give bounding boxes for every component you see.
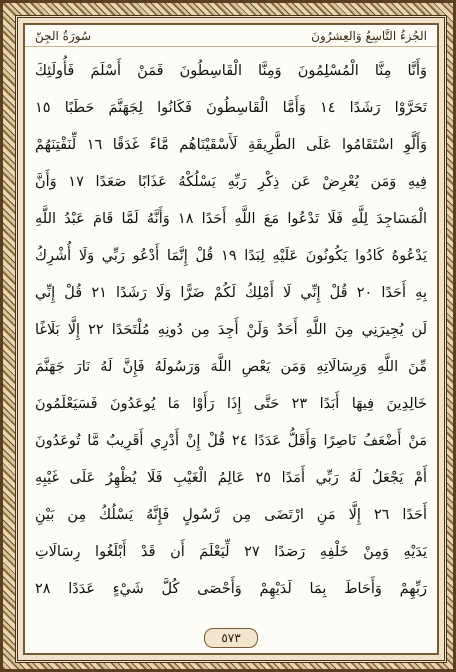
verse-line: أَحَدًا ٢٦ إِلَّا مَنِ ارْتَضَى مِن رَّسُولٍ فَإِنَّهُ يَسْلُكُ مِن بَيْنِ: [35, 507, 427, 523]
verse-line: الْمَسَاجِدَ لِلَّهِ فَلَا تَدْعُوا مَعَ اللَّهِ أَحَدًا ١٨ وَأَنَّهُ لَمَّا قَامَ عَبْدُ اللَّهِ: [35, 211, 427, 227]
verse-line: خَالِدِينَ فِيهَا أَبَدًا ٢٣ حَتَّى إِذَا رَأَوْا مَا يُوعَدُونَ فَسَيَعْلَمُونَ: [35, 396, 427, 412]
verse-line: أَمْ يَجْعَلُ لَهُ رَبِّي أَمَدًا ٢٥ عَالِمُ الْغَيْبِ فَلَا يُظْهِرُ عَلَى غَيْبِهِ: [35, 470, 427, 486]
verse-line: رَبِّهِمْ وَأَحَاطَ بِمَا لَدَيْهِمْ وَأَحْصَى كُلَّ شَيْءٍ عَدَدًا ٢٨: [35, 581, 427, 597]
verse-line: يَدَيْهِ وَمِنْ خَلْفِهِ رَصَدًا ٢٧ لِّيَعْلَمَ أَن قَدْ أَبْلَغُوا رِسَالَاتِ: [35, 544, 427, 560]
verse-line: وَأَنَّا مِنَّا الْمُسْلِمُونَ وَمِنَّا الْقَاسِطُونَ فَمَنْ أَسْلَمَ فَأُولَئِكَ: [35, 63, 427, 79]
page-number: ٥٧٣: [204, 628, 258, 648]
page-header: [25, 25, 437, 47]
verse-line: تَحَرَّوْا رَشَدًا ١٤ وَأَمَّا الْقَاسِطُونَ فَكَانُوا لِجَهَنَّمَ حَطَبًا ١٥: [35, 100, 427, 116]
verse-line: مِّنَ اللَّهِ وَرِسَالَاتِهِ وَمَن يَعْصِ اللَّهَ وَرَسُولَهُ فَإِنَّ لَهُ نَارَ جَهَنَّمَ: [35, 359, 427, 375]
mushaf-page: [23, 23, 439, 655]
verse-lines: [35, 53, 427, 613]
page-footer: [25, 623, 437, 653]
verse-line: فِيهِ وَمَن يُعْرِضْ عَن ذِكْرِ رَبِّهِ يَسْلُكْهُ عَذَابًا صَعَدًا ١٧ وَأَنَّ: [35, 174, 427, 190]
surah-title: سُورَةُ الجِنّ: [35, 28, 92, 43]
juz-title: الجُزءُ التَّاسِعُ وَالعِشرُونَ: [311, 28, 427, 43]
verse-line: يَدْعُوهُ كَادُوا يَكُونُونَ عَلَيْهِ لِبَدًا ١٩ قُلْ إِنَّمَا أَدْعُو رَبِّي وَلَا أُشْرِكُ: [35, 248, 427, 264]
verse-line: وَأَلَّوِ اسْتَقَامُوا عَلَى الطَّرِيقَةِ لَأَسْقَيْنَاهُم مَّاءً غَدَقًا ١٦ لِّنَفْتِنَهُمْ: [35, 137, 427, 153]
verse-line: بِهِ أَحَدًا ٢٠ قُلْ إِنِّي لَا أَمْلِكُ لَكُمْ ضَرًّا وَلَا رَشَدًا ٢١ قُلْ إِنِّي: [35, 285, 427, 301]
verse-line: مَنْ أَضْعَفُ نَاصِرًا وَأَقَلُّ عَدَدًا ٢٤ قُلْ إِنْ أَدْرِي أَقَرِيبٌ مَّا تُوعَدُونَ: [35, 433, 427, 449]
verse-line: لَن يُجِيرَنِي مِنَ اللَّهِ أَحَدٌ وَلَنْ أَجِدَ مِن دُونِهِ مُلْتَحَدًا ٢٢ إِلَّا بَلَاغًا: [35, 322, 427, 338]
